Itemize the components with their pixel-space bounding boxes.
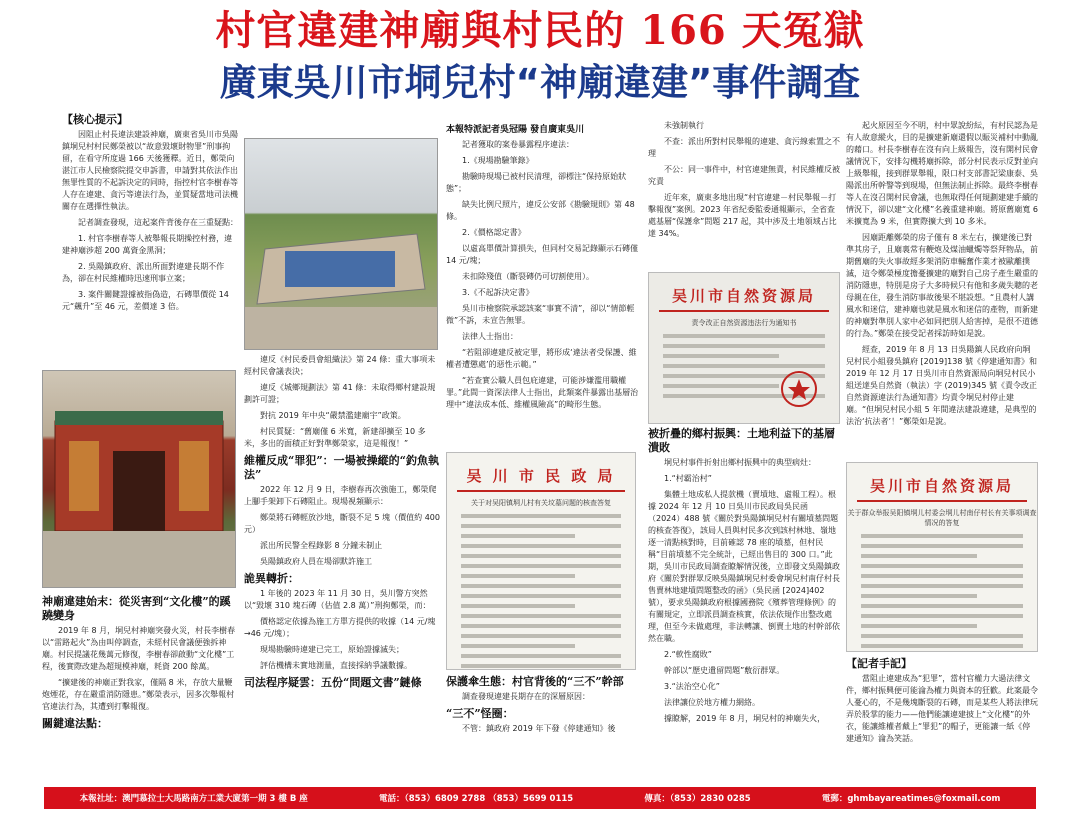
- paragraph: 3.《不起訴決定書》: [462, 288, 534, 297]
- column-three: [446, 120, 642, 450]
- paragraph: 吳陽鎮政府人員在場卻默許施工: [260, 557, 372, 566]
- paragraph: “擴建後的神廟正對我家，僅隔 8 米，存放大量鞭炮煙花，存在嚴重消防隱患。”鄭榮表示，因多次舉報村官違法行為，其遭到打擊報復。: [42, 678, 235, 711]
- paragraph: 記者調查發現，這起案件背後存在三重疑點：: [78, 218, 238, 227]
- column-two: [244, 354, 440, 784]
- paragraph: 幹部以“歷史遺留問題”敷衍群眾。: [664, 666, 785, 675]
- document-header: 吴川市自然资源局: [659, 273, 829, 312]
- section-title: 關鍵違法點：: [42, 717, 108, 730]
- byline: 本報特派記者吳冠陽 發自廣東吳川: [446, 125, 585, 135]
- construction-illustration: [245, 139, 437, 349]
- paragraph: 2019 年 8 月，垌兒村神廟突發火災，村長李樹春以“雷路起火”為由叫停調查，未經村民會議便強拆神廟。村民提議花幾萬元修復，李樹春卻啟動“文化樓”工程，後實際改建為超規模神廟，耗資 200 餘萬。: [42, 626, 236, 671]
- paragraph: 村民質疑：“舊廟僅 6 米寬，新建卻擴至 10 多米，多出的面積正好對準鄭榮家，這是報復！”: [244, 427, 426, 448]
- paragraph: 垌兒村事件折射出鄉村振興中的典型病灶：: [664, 458, 816, 467]
- column-three-bottom: [446, 672, 642, 784]
- paragraph: 據瞭解，2019 年 8 月，垌兒村的神廟失火，: [664, 714, 826, 723]
- paragraph: 記者獲取的案卷暴露程序違法：: [462, 140, 574, 149]
- paragraph: 違反《村民委員會組織法》第 24 條：重大事項未經村民會議表決；: [244, 355, 436, 376]
- paragraph: 對抗 2019 年中央“嚴禁濫建廟宇”政策。: [260, 411, 406, 420]
- footer-address: 本報社址：澳門慕拉士大馬路南方工業大廈第一期 3 樓 B 座: [79, 794, 308, 804]
- temple-illustration: [43, 371, 235, 587]
- column-four-bottom: [648, 424, 840, 784]
- footer-bar: [44, 787, 1036, 809]
- section-title: 保護傘生態：村官背後的“三不”幹部: [446, 675, 624, 688]
- natural-resources-document: [648, 272, 840, 424]
- subhead: 廣東吳川市垌兒村“神廟違建”事件調查: [219, 61, 861, 104]
- paragraph: 未扣除殘值（斷裂磚仍可切割使用）。: [462, 272, 594, 281]
- paragraph: 1.《現場勘驗筆錄》: [462, 156, 534, 165]
- document-header: 吴川市自然资源局: [857, 463, 1027, 502]
- paragraph: 3.“法治空心化”: [664, 682, 720, 691]
- paragraph: 起火原因至今不明，村中眾說紛紜，有村民認為是有人故意縱火，目的是擴建新廟還假以賑災補村中動亂的藉口。村長李樹春在沒有向上級報告，沒有開村民會議情況下，安排勾機將廟拆除，部分村民表示反對並向上級舉報，接到群眾舉報，限口村支部書記梁康泰、吳陽派出所幹警等到現場，但無法制止拆除。最終李樹春等人在沒召開村民會議，也無取得任何規劃建建手續的情況下，卻以建“文化樓”名義重建神廟。將原舊廟寬 6 米擴寬為 9 米，但實際擴大到 10 多米。: [846, 121, 1038, 226]
- paragraph: 2022 年 12 月 9 日，李樹春再次強施工，鄭榮爬上腳手架卸下石磚阻止。現場視頻顯示：: [244, 485, 437, 506]
- column-four-top: [648, 120, 840, 270]
- section-title: 【記者手記】: [846, 657, 912, 670]
- paragraph: 價格認定依據為施工方單方提供的收據（14 元/塊→46 元/塊）；: [244, 617, 436, 638]
- reporter-note: [846, 654, 1038, 784]
- section-title: 維權反成“罪犯”：一場被操縱的“釣魚執法”: [244, 454, 439, 481]
- document-header: 吴 川 市 民 政 局: [457, 453, 625, 492]
- paragraph: 1.“村霸治村”: [664, 474, 712, 483]
- footer-phone: 電話：（853）6809 2788 （853）5699 0115: [378, 794, 574, 804]
- core-summary-title: 【核心提示】: [62, 113, 128, 126]
- section-title: “三不”怪圈：: [446, 707, 514, 720]
- paragraph: 1 年後的 2023 年 11 月 30 日，吳川警方突然以“毀壞 310 塊石磚（估值 2.8 萬）”刑拘鄭榮，而：: [244, 589, 431, 610]
- paragraph: 1. 村官李樹春等人被舉報長期操控村務，違建神廟涉超 200 萬資金黑洞；: [62, 234, 233, 255]
- paragraph: 2.“軟性腐敗”: [664, 650, 712, 659]
- paragraph: 經查，2019 年 8 月 13 日吳陽鎮人民政府向垌兒村民小組發吳鎮府 [2019]138 號《停建通知書》和 2019 年 12 月 17 日吳川市自然資源局向垌兒村民小組送達吳自然資（執法）字 (2019)345 號《責令改正自然資源違法行為通知書》均責令垌兒村停止建廟。“但垌兒村民小組 5 年間違法建設違建，是典型的法治‘抗法者’！”鄭榮如是說。: [846, 345, 1037, 426]
- paragraph: 缺失比例尺照片，違反公安部《勘驗規則》第 48 條。: [446, 200, 635, 221]
- temple-origin-section: [42, 592, 238, 782]
- paragraph: 法律人士指出：: [462, 332, 518, 341]
- temple-photo: [42, 370, 236, 588]
- paragraph: 因阻止村長違法建設神廟，廣東省吳川市吳陽鎮垌兒村村民鄭榮被以“故意毀壞財物罪”刑事拘留，在看守所度過 166 天後獲釋。近日，鄭榮向湛江市人民檢察院提交申訴書，申請對其依法作出無罪性質的不起訴決定的同時，指控村官李樹春等人存在違建、貪污等違法行為，並質疑當地司法機關存在選擇性執法。: [62, 130, 238, 211]
- paragraph: 評估機構未實地測量，直接採納爭議數據。: [260, 661, 412, 670]
- paragraph: 未強制執行: [664, 121, 704, 130]
- civil-affairs-document: [446, 452, 636, 670]
- paragraph: 集體土地成私人提款機（賣墳地、虛報工程）。根據 2024 年 12 月 10 日吳川市民政局吳民函（2024）488 號《關於對吳陽鎮垌兒村有關墳墓問題的核查答復》，該局人員與村民多次到該村林地、嶺地逐一清點核對時，目前確認 78 座的墳墓，但村民稱“目前墳墓不完全統計，已經出售目的 300 口。”此期，吳川市民政局調查瞭解情況後，立即發文吳陽鎮政府《關於對群眾反映吳陽鎮垌兒村委會垌兒村南仔村長售賣林地建墳問題整改的函》（吳民函 [2024]402 號），要求吳陽鎮政府根據國務院《殯葬管理條例》的有關規定，立即派員調查核實，依法依規作出整改處理，但至今未做處理，非法轉讓、倒賣土地的村幹部依然在職。: [648, 490, 840, 643]
- column-five: [846, 120, 1038, 458]
- section-title: 被折疊的鄉村振興：土地利益下的基層潰敗: [648, 427, 835, 454]
- document-title: 关于群众举报吴阳镇垌儿村委会垌儿村南仔村长有关事项调查情况的答复: [847, 509, 1037, 527]
- paragraph: 調查發現違建長期存在的深層原因：: [462, 692, 590, 701]
- section-title: 神廟違建始末：從災害到“文化樓”的蹊蹺變身: [42, 595, 231, 622]
- paragraph: 法律讓位於地方權力網絡。: [664, 698, 760, 707]
- paragraph: 當阻止違建成為“犯罪”，當村官權力大過法律文件，鄉村振興便可能淪為權力與資本的狂歡。此案最令人憂心的，不是幾塊斷裂的石磚，而是某些人將法律玩弄於股掌的能力——他們能讓違建披上“文化樓”的外衣，能讓維權者戴上“罪犯”的帽子，更能讓一紙《停建通知》淪為笑話。: [846, 674, 1038, 743]
- official-seal-icon: [779, 369, 819, 409]
- paragraph: 不查：派出所對村民舉報的違建、貪污線索置之不理: [648, 137, 840, 158]
- paragraph: 近年來，廣東多地出現“村官違建－村民舉報－打擊報復”案例。2023 年省紀委監委通報顯示，全省查處基層“保護傘”問題 217 起，其中涉及土地領域占比達 34%。: [648, 193, 837, 238]
- paragraph: 以虛高單價計算損失，但同村交易記錄顯示石磚僅 14 元/塊；: [446, 244, 638, 265]
- paragraph: 鄭榮將石磚輕放沙地，斷裂不足 5 塊（價值約 400 元）: [244, 513, 440, 534]
- paragraph: 3. 案件關鍵證據被指偽造，石磚單價從 14 元“飆升”至 46 元，差價達 3 倍。: [62, 290, 229, 311]
- paragraph: 2. 吳陽鎮政府、派出所面對違建長期不作為，卻在村民維權時迅速刑事立案；: [62, 262, 225, 283]
- paragraph: 違反《城鄉規劃法》第 41 條：未取得鄉村建設規劃許可證；: [244, 383, 436, 404]
- paragraph: 2.《價格認定書》: [462, 228, 526, 237]
- paragraph: 派出所民警全程錄影 8 分鐘未制止: [260, 541, 383, 550]
- natural-resources-reply-document: [846, 462, 1038, 652]
- paragraph: 不管：鎮政府 2019 年下發《停建通知》後: [462, 724, 616, 733]
- paragraph: 吳川市檢察院承認該案“事實不清”，卻以“情節輕微”不訴，未宣告無罪。: [446, 304, 635, 325]
- section-title: 司法程序疑雲：五份“問題文書”鏈條: [244, 676, 422, 689]
- paragraph: 因廟距離鄭榮的房子僅有 8 米左右，擴建後已對準其房子，且廟裏常有鞭炮及煤油蠟燭等祭拜物品，前期舊廟的失火事故經多架消防車輛奮作業才被歐離撲滅，這令鄭榮極度擔憂擴建的廟對自己房子產生嚴重的消防隱患，特別是房子大多時候只有他和多歲失聰的老母親在住，發生消防事故後果不堪設想。“且農村人講風水和迷信，建神廟也就是風水和迷信的產物，而新建的神廟對準別人家中必如同把別人給害掉，是很不道德的行為。”鄭榮在接受記者採訪時如是說。: [846, 233, 1038, 338]
- paragraph: 勘驗時現場已被村民清理，卻標注“保持原始狀態”；: [446, 172, 627, 193]
- paragraph: “若查實公職人員包庇違建，可能涉嫌濫用職權罪。”此間一資深法律人士指出，此類案件暴露出基層治理中“違法成本低、維權風險高”的畸形生態。: [446, 376, 639, 409]
- section-title: 詭異轉折：: [244, 572, 299, 585]
- core-summary: [62, 110, 238, 362]
- document-title: 责令改正自然资源违法行为通知书: [691, 319, 797, 327]
- footer-fax: 傳真：（853）2830 0285: [644, 794, 751, 804]
- paragraph: “若阻卻違建反被定罪，將形成‘違法者受保護、維權者遭懲處’的惡性示範。”: [446, 348, 637, 369]
- construction-site-photo: [244, 138, 438, 350]
- paragraph: 現場勘驗時違建已完工，原始證據滅失；: [260, 645, 404, 654]
- paragraph: 不公：同一事件中，村官違建無責，村民維權反被究責: [648, 165, 840, 186]
- footer-email[interactable]: 電郵：ghmbayareatimes@foxmail.com: [821, 794, 1001, 804]
- headline: 村官違建神廟與村民的 166 天冤獄: [215, 7, 865, 54]
- document-title: 关于对吴阳镇垌儿村有关坟墓问题的核查答复: [471, 499, 611, 507]
